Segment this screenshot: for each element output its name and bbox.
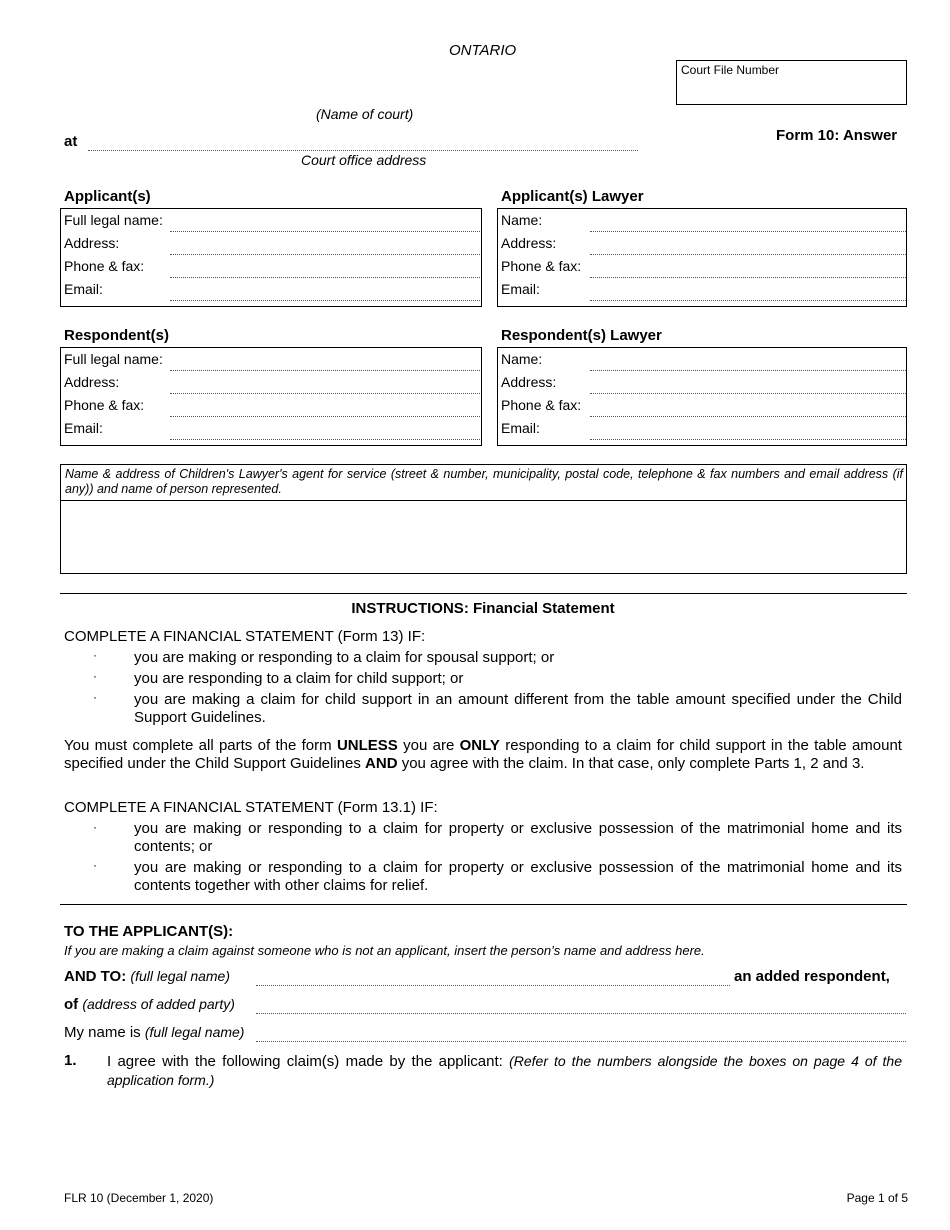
applicant-address-field[interactable]: [170, 254, 480, 255]
applicant-lawyer-name-label: Name:: [501, 212, 543, 228]
applicant-lawyer-address-label: Address:: [501, 235, 557, 251]
court-office-address-label: Court office address: [301, 152, 427, 168]
to-applicant-heading: TO THE APPLICANT(S):: [64, 923, 234, 940]
court-file-number-box[interactable]: [676, 60, 907, 105]
childrens-lawyer-input[interactable]: [61, 501, 906, 573]
respondent-address-label: Address:: [64, 374, 120, 390]
unless-text-part4: you agree with the claim. In that case, only complete Parts 1, 2 and 3.: [397, 755, 865, 772]
form131-bullet-1: you are making or responding to a claim for property or exclusive possession of the matrimonial home and its contents; or: [134, 820, 902, 855]
respondent-lawyer-phone-field[interactable]: [590, 416, 906, 417]
added-party-address-field[interactable]: [256, 1013, 906, 1014]
applicants-lawyer-title: Applicant(s) Lawyer: [501, 188, 644, 205]
and-to-label: AND TO:: [64, 968, 127, 985]
name-of-court-label: (Name of court): [316, 106, 414, 122]
unless-text-part3: responding to a claim for child support in the table amount specified under the Child Support Guidelines: [64, 737, 902, 772]
of-label: of: [64, 996, 79, 1013]
respondent-lawyer-email-field[interactable]: [590, 439, 906, 440]
applicants-title: Applicant(s): [64, 188, 151, 205]
form13-bullet-3: you are making a claim for child support in an amount different from the table amount specified under the Child Support Guidelines.: [134, 691, 902, 726]
applicant-email-label: Email:: [64, 281, 103, 297]
added-respondent-label: an added respondent,: [734, 968, 890, 985]
form13-bullet-2: you are responding to a claim for child support; or: [134, 670, 464, 687]
and-keyword: AND: [365, 755, 398, 772]
form13-bullet-1: you are making or responding to a claim for spousal support; or: [134, 649, 555, 666]
jurisdiction-title: ONTARIO: [449, 42, 517, 59]
of-hint: (address of added party): [82, 996, 235, 1012]
respondent-name-field[interactable]: [170, 370, 480, 371]
respondent-name-label: Full legal name:: [64, 351, 163, 367]
applicant-phone-field[interactable]: [170, 277, 480, 278]
item1-number: 1.: [64, 1052, 77, 1069]
applicant-lawyer-name-field[interactable]: [590, 231, 906, 232]
bullet-glyph: ·: [93, 648, 97, 662]
respondent-lawyer-address-field[interactable]: [590, 393, 906, 394]
added-respondent-name-field[interactable]: [256, 985, 730, 986]
of-row: [64, 996, 235, 1013]
applicant-email-field[interactable]: [170, 300, 480, 301]
applicant-lawyer-phone-field[interactable]: [590, 277, 906, 278]
respondent-address-field[interactable]: [170, 393, 480, 394]
applicant-phone-label: Phone & fax:: [64, 258, 145, 274]
unless-paragraph: [64, 737, 902, 773]
my-name-hint: (full legal name): [144, 1024, 245, 1040]
respondent-phone-label: Phone & fax:: [64, 397, 145, 413]
unless-text-part1: You must complete all parts of the form: [64, 737, 337, 754]
and-to-row: [64, 968, 230, 985]
and-to-hint: (full legal name): [130, 968, 231, 984]
my-name-label: My name is: [64, 1024, 141, 1041]
court-address-line[interactable]: [88, 150, 638, 151]
respondents-lawyer-title: Respondent(s) Lawyer: [501, 327, 662, 344]
bullet-glyph: ·: [93, 690, 97, 704]
respondent-phone-field[interactable]: [170, 416, 480, 417]
respondent-lawyer-phone-label: Phone & fax:: [501, 397, 582, 413]
item1-hint: (Refer to the numbers alongside the boxes on page 4 of the application form.): [107, 1053, 902, 1088]
applicant-lawyer-phone-label: Phone & fax:: [501, 258, 582, 274]
page-number: Page 1 of 5: [846, 1191, 908, 1205]
form13-heading: COMPLETE A FINANCIAL STATEMENT (Form 13) IF:: [64, 628, 426, 645]
respondent-lawyer-name-field[interactable]: [590, 370, 906, 371]
to-applicant-note: If you are making a claim against someone who is not an applicant, insert the person’s name and address here.: [64, 943, 705, 958]
respondent-lawyer-address-label: Address:: [501, 374, 557, 390]
applicant-lawyer-email-field[interactable]: [590, 300, 906, 301]
applicant-address-label: Address:: [64, 235, 120, 251]
form-title: Form 10: Answer: [776, 127, 898, 144]
respondent-email-label: Email:: [64, 420, 103, 436]
bullet-glyph: ·: [93, 820, 97, 834]
childrens-lawyer-label: Name & address of Children's Lawyer's agent for service (street & number, municipality, postal code, telephone & fax numbers and email address (if any)) and name of person represented.: [65, 467, 903, 496]
instructions-top-rule: [60, 593, 907, 594]
form131-heading: COMPLETE A FINANCIAL STATEMENT (Form 13.1) IF:: [64, 799, 438, 816]
unless-keyword: UNLESS: [336, 737, 398, 754]
applicant-lawyer-email-label: Email:: [501, 281, 540, 297]
respondent-email-field[interactable]: [170, 439, 480, 440]
respondents-title: Respondent(s): [64, 327, 169, 344]
bullet-glyph: ·: [93, 669, 97, 683]
my-name-row: [64, 1024, 244, 1041]
item1-text: I agree with the following claim(s) made by the applicant:: [107, 1053, 510, 1070]
form-code: FLR 10 (December 1, 2020): [64, 1191, 214, 1205]
only-keyword: ONLY: [459, 737, 500, 754]
applicant-name-label: Full legal name:: [64, 212, 163, 228]
childrens-lawyer-box: [60, 464, 907, 574]
court-file-number-label: Court File Number: [681, 63, 780, 77]
applicant-lawyer-address-field[interactable]: [590, 254, 906, 255]
instructions-bottom-rule: [60, 904, 907, 905]
my-name-field[interactable]: [256, 1041, 906, 1042]
item1-paragraph: [107, 1052, 902, 1090]
applicant-name-field[interactable]: [170, 231, 480, 232]
instructions-title: INSTRUCTIONS: Financial Statement: [351, 600, 615, 617]
form131-bullet-2: you are making or responding to a claim for property or exclusive possession of the matrimonial home and its contents together with other claims for relief.: [134, 859, 902, 894]
respondent-lawyer-email-label: Email:: [501, 420, 540, 436]
respondent-lawyer-name-label: Name:: [501, 351, 543, 367]
bullet-glyph: ·: [93, 858, 97, 872]
at-label: at: [64, 133, 78, 150]
unless-text-part2: you are: [397, 737, 460, 754]
